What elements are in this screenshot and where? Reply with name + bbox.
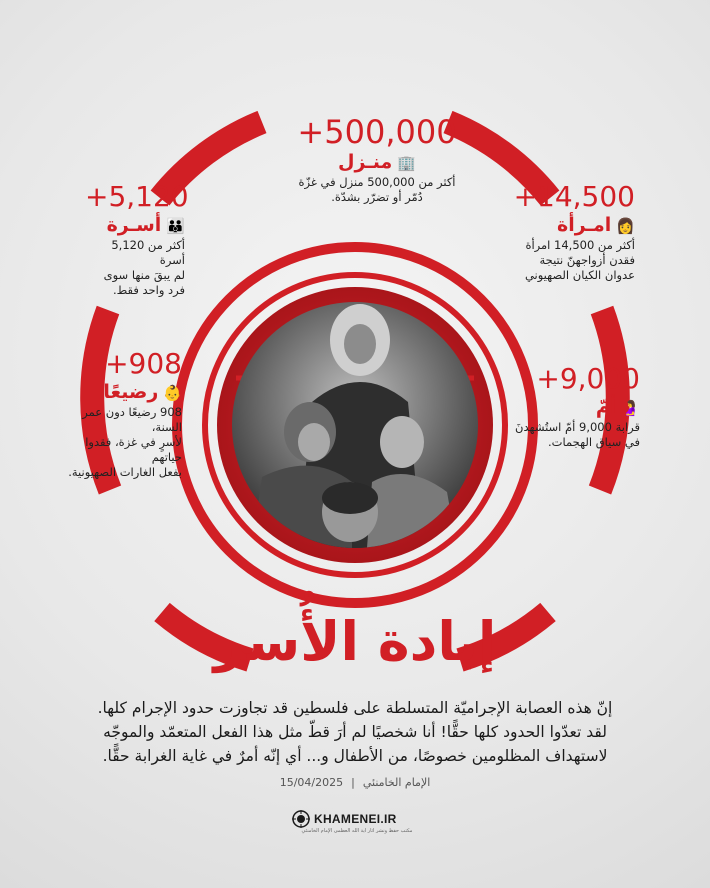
page-title: إبادة الأُسر bbox=[213, 610, 497, 673]
logo-emblem-icon bbox=[292, 810, 310, 828]
family-icon: 👪 bbox=[166, 216, 185, 235]
logo-brand: KHAMENEI.IR bbox=[314, 812, 397, 826]
stat-mothers bbox=[515, 362, 640, 450]
families-label: أسـرة bbox=[106, 214, 162, 236]
woman-icon: 👩 bbox=[616, 216, 635, 235]
stat-families bbox=[85, 180, 189, 298]
logo-tagline: مكتب حفظ ونشر آثار آية الله العظمى الإمام الخامنئي bbox=[301, 828, 413, 834]
stat-homes bbox=[262, 113, 492, 205]
homes-number: +500,000 bbox=[297, 113, 457, 151]
quote-line-3: لاستهداف المظلومين خصوصًا، من الأطفال و... أي إنّه أمرٌ في غاية الغرابة حقًّا. bbox=[102, 747, 608, 765]
women-description: أكثر من 14,500 امرأة فقدن أزواجهنّ نتيجة عدوان الكيان الصهيوني bbox=[524, 238, 635, 282]
mothers-description: قرابة 9,000 أمّ استُشهدنَ في سياق الهجمات. bbox=[515, 420, 640, 449]
stat-infants bbox=[52, 347, 182, 480]
quote bbox=[80, 696, 630, 768]
khamenei-logo[interactable] bbox=[292, 810, 422, 840]
homes-description: أكثر من 500,000 منزل في غزّة دُمّر أو تضرّر بشدّة. bbox=[298, 175, 456, 204]
infants-label-row bbox=[52, 381, 182, 403]
baby-icon: 👶 bbox=[163, 383, 182, 402]
quote-line-2: لقد تعدّوا الحدود كلها حقًّا! أنا شخصيًا لم أرَ قطّ مثل هذا الفعل المتعمّد والموجّه bbox=[103, 723, 607, 741]
women-label: امـرأة bbox=[556, 214, 612, 236]
homes-label: منـزل bbox=[337, 151, 393, 173]
women-number: +14,500 bbox=[513, 180, 635, 213]
mother-icon: 🤰 bbox=[621, 398, 640, 417]
families-label-row bbox=[85, 214, 185, 236]
family-photo bbox=[232, 302, 478, 548]
building-icon: 🏢 bbox=[397, 153, 416, 172]
mothers-label: أمّ bbox=[595, 396, 617, 418]
attribution bbox=[0, 776, 710, 789]
families-description: أكثر من 5,120 أسرة لم يبقَ منها سوى فرد واحد فقط. bbox=[103, 238, 185, 297]
speaker-name: الإمام الخامنئي bbox=[362, 776, 431, 789]
quote-date: 15/04/2025 bbox=[279, 776, 344, 789]
mothers-number: +9,000 bbox=[536, 362, 640, 395]
homes-label-row bbox=[262, 151, 492, 173]
women-label-row bbox=[480, 214, 635, 236]
infants-description: 908 رضيعًا دون عمر السنة، لأسرٍ في غزة، فقدوا حياتهم بفعل الغارات الصهيونية. bbox=[68, 405, 182, 479]
families-number: +5,120 bbox=[85, 180, 189, 213]
attribution-separator: | bbox=[351, 776, 355, 789]
infants-label: رضيعًا bbox=[103, 381, 159, 403]
mothers-label-row bbox=[515, 396, 640, 418]
stat-women bbox=[480, 180, 635, 283]
infants-number: +908 bbox=[105, 347, 182, 380]
quote-line-1: إنّ هذه العصابة الإجراميّة المتسلطة على فلسطين قد تجاوزت حدود الإجرام كلها. bbox=[97, 699, 613, 717]
